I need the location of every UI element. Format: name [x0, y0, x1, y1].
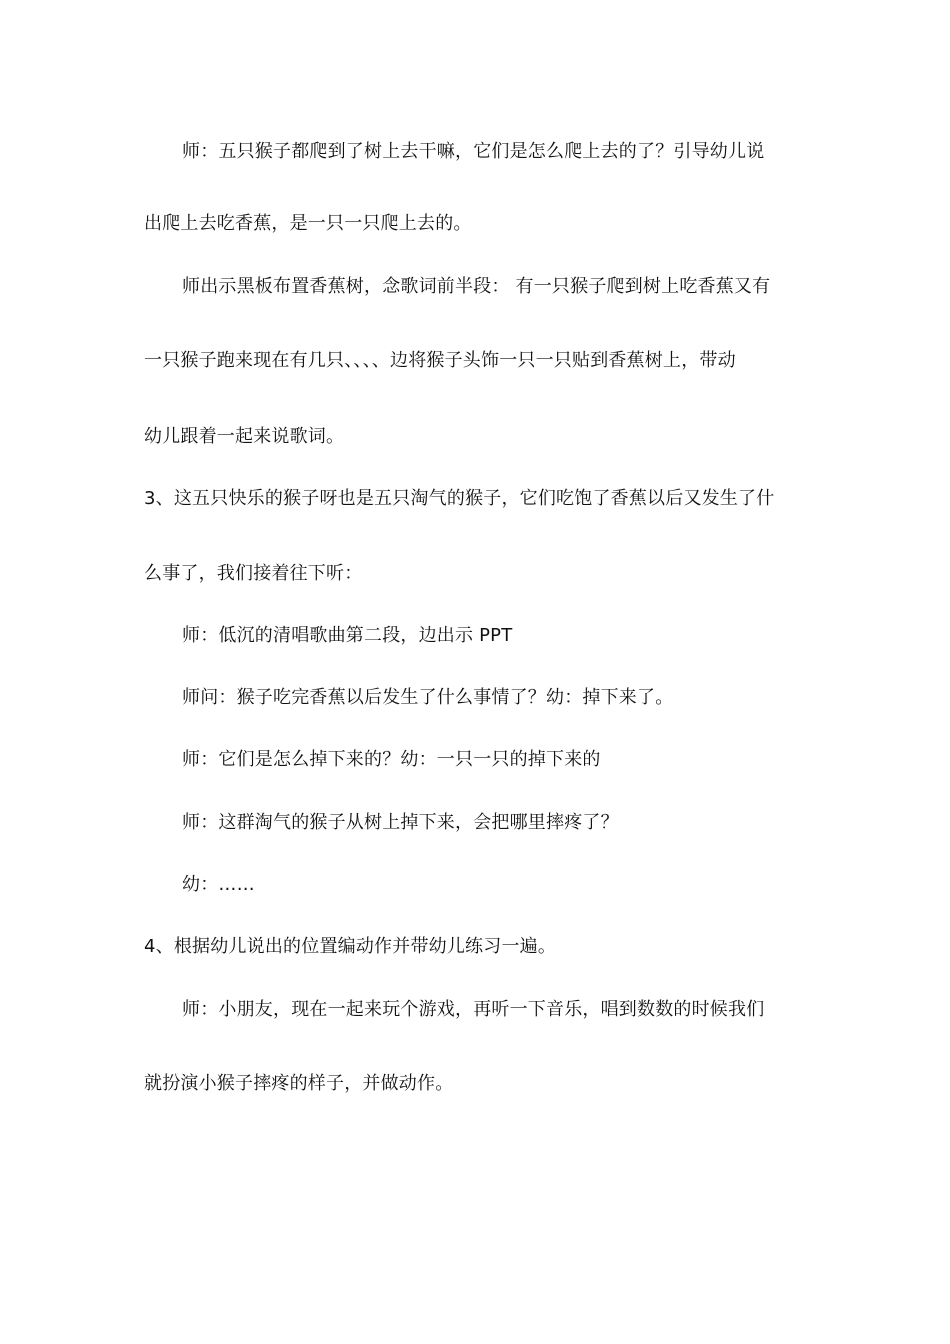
- text-line: 就扮演小猴子摔疼的样子，并做动作。: [144, 1073, 454, 1094]
- text-line: 幼儿跟着一起来说歌词。: [144, 426, 345, 447]
- text-line: 师问：猴子吃完香蕉以后发生了什么事情了？幼：掉下来了。: [182, 687, 674, 708]
- text-line: 出爬上去吃香蕉，是一只一只爬上去的。: [144, 213, 472, 234]
- text-line: 师：五只猴子都爬到了树上去干嘛，它们是怎么爬上去的了？引导幼儿说: [182, 141, 765, 162]
- text-line: 师：它们是怎么掉下来的？幼：一只一只的掉下来的: [182, 749, 601, 770]
- text-line: 师出示黑板布置香蕉树，念歌词前半段： 有一只猴子爬到树上吃香蕉又有: [182, 276, 771, 297]
- text-line: 师：这群淘气的猴子从树上掉下来，会把哪里摔疼了？: [182, 812, 619, 833]
- section-heading: 3、这五只快乐的猴子呀也是五只淘气的猴子，它们吃饱了香蕉以后又发生了什: [144, 488, 775, 509]
- text-line: 师：低沉的清唱歌曲第二段，边出示 PPT: [182, 625, 513, 646]
- text-line: 师：小朋友，现在一起来玩个游戏，再听一下音乐，唱到数数的时候我们: [182, 999, 765, 1020]
- text-line: 幼：……: [182, 874, 255, 895]
- text-line: 么事了，我们接着往下听：: [144, 563, 363, 584]
- text-line: 一只猴子跑来现在有几只、、、、边将猴子头饰一只一只贴到香蕉树上，带动: [144, 350, 736, 371]
- section-heading: 4、根据幼儿说出的位置编动作并带幼儿练习一遍。: [144, 936, 557, 957]
